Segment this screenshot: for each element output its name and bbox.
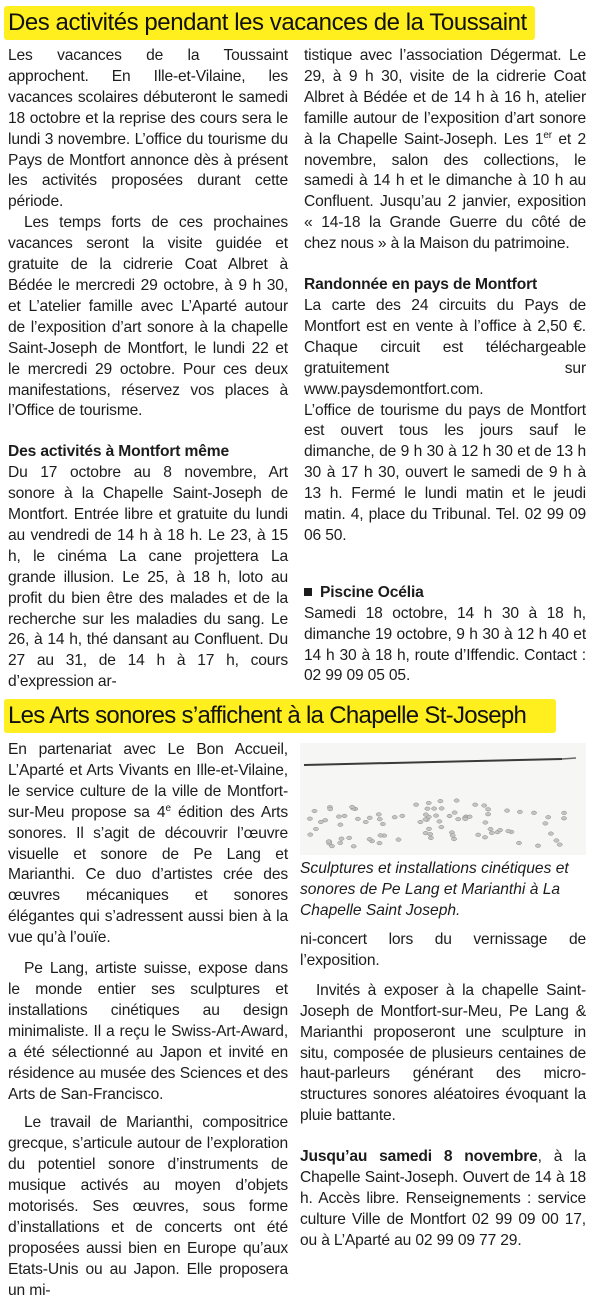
subheading-randonnee: Randonnée en pays de Montfort [304, 276, 538, 294]
speaker-mark [392, 815, 397, 819]
speaker-mark [489, 831, 494, 835]
paragraph: Invités à exposer à la chapelle Saint-Joseph de Montfort-sur-Meu, Pe Lang & Marianthi proposeront une sculpture in situ, composée de plusieurs centaines de haut-parleurs générant des micro-structures sonores aléatoires évoquant la pluie battante. [300, 981, 586, 1125]
paragraph: Les temps forts de ces prochaines vacances seront la visite guidée et gratuite de la cidrerie Coat Albret à Bédée le mercredi 29 octobre, à 9 h 30, et L’atelier famille avec L’Aparté autour de l’exposition d’art sonore à la chapelle Saint-Joseph de Montfort, le lundi 22 et le mercredi 29 octobre. Pour ces deux manifestations, réservez vos places à l’Office de tourisme. [8, 214, 288, 420]
square-bullet-icon [304, 588, 312, 596]
speaker-mark [312, 809, 317, 813]
speaker-mark [323, 818, 328, 822]
speaker-mark [418, 820, 423, 824]
speaker-mark [452, 837, 457, 841]
article-title-arts-sonores: Les Arts sonores s’affichent à la Chapelle St-Joseph [8, 702, 527, 729]
speaker-mark [482, 804, 487, 808]
speaker-mark [437, 820, 442, 824]
speaker-mark [456, 817, 461, 821]
speaker-mark [425, 807, 430, 811]
speaker-mark [561, 817, 566, 821]
speaker-mark [377, 817, 382, 821]
paragraph: L’office de tourisme du pays de Montfort est ouvert tous les jours sauf le dimanche, de 9 h 30 à 12 h 30 et de 13 h 30 à 17 h 30, ouvert le samedi de 9 h à 13 h. Fermé le lundi matin et le jeudi matin. 4, place du Tribunal. Tel. 02 99 09 06 50. [304, 401, 586, 544]
speaker-mark [423, 813, 428, 817]
speaker-mark [377, 841, 382, 845]
speaker-mark [355, 817, 360, 821]
speaker-mark [546, 815, 551, 819]
subheading-piscine: Piscine Océlia [304, 583, 586, 604]
speaker-mark [517, 810, 522, 814]
speaker-mark [336, 815, 341, 819]
speaker-mark [432, 807, 437, 811]
speaker-mark [454, 799, 459, 803]
speaker-mark [488, 827, 493, 831]
speaker-mark [557, 843, 562, 847]
speaker-mark [463, 817, 468, 821]
sculpture-photo [300, 743, 586, 855]
speaker-mark [452, 811, 457, 815]
speaker-mark [367, 837, 372, 841]
paragraph: Les vacances de la Toussaint approchent. En Ille-et-Vilaine, les vacances scolaires débuteront le samedi 18 octobre et la reprise des cours sera le lundi 3 novembre. L’office du tourisme du Pays de Montfort annonce dès à présent les activités proposées durant cette période. [8, 47, 288, 211]
speaker-mark [438, 799, 443, 803]
speaker-mark [350, 805, 355, 809]
speaker-mark [439, 807, 444, 811]
speaker-mark [506, 829, 511, 833]
speaker-mark [447, 814, 452, 818]
paragraph: Jusqu’au samedi 8 novembre, à la Chapelle Saint-Joseph. Ouvert de 14 à 18 h. Accès libre. Renseignements : service culture Ville de Montfort 02 99 09 00 17, ou à L’Aparté au 02 99 09 77 29. [300, 1148, 586, 1249]
speaker-mark [414, 803, 419, 807]
speaker-mark [378, 834, 383, 838]
speaker-mark [342, 814, 347, 818]
speaker-mark [338, 841, 343, 845]
article1-column-2 [304, 46, 586, 687]
speaker-mark [483, 821, 488, 825]
speaker-mark [434, 814, 439, 818]
speaker-mark [473, 803, 478, 807]
article2-column-2 [300, 930, 586, 1252]
speaker-mark [548, 832, 553, 836]
speaker-mark [439, 825, 444, 829]
speaker-mark [380, 822, 385, 826]
speaker-mark [376, 813, 381, 817]
speaker-mark [450, 834, 455, 838]
speaker-mark [363, 820, 368, 824]
speaker-mark [535, 844, 540, 848]
paragraph: En partenariat avec Le Bon Accueil, L’Aparté et Arts Vivants en Ille-et-Vilaine, le service culture de la ville de Montfort-sur-Meu propose sa 4e édition des Arts sonores. Il s’agit de découvrir l’œuvre visuelle et sonore de Pe Lang et Marianthi. Ce duo d’artistes crée des œuvres mécaniques et sonores élégantes qui s’adressent aussi bien à la vue qu’à l’ouïe. [8, 741, 289, 947]
speaker-mark [326, 840, 331, 844]
speaker-mark [347, 836, 352, 840]
speaker-mark [428, 836, 433, 840]
speaker-mark [476, 833, 481, 837]
photo-caption: Sculptures et installations cinétiques et sonores de Pe Lang et Marianthi à La Chapelle Saint Joseph. [300, 860, 569, 919]
paragraph: Samedi 18 octobre, 14 h 30 à 18 h, dimanche 19 octobre, 9 h 30 à 12 h 40 et 14 h 30 à 18 h, route d’Iffendic. Contact : 02 99 09 05 05. [304, 604, 586, 685]
speaker-mark [562, 811, 567, 815]
paragraph: Du 17 octobre au 8 novembre, Art sonore à la Chapelle Saint-Joseph de Montfort. Entrée libre et gratuite du lundi au vendredi de 14 h à 18 h. Le 23, à 15 h, le cinéma La cane projettera La grande illusion. Le 25, à 18 h, loto au profit du bien être des malades et de la recherche sur les maladies du sang. Le 26, à 14 h, thé dansant au Confluent. Du 27 au 31, de 14 h à 17 h, cours d’expression ar- [8, 464, 288, 691]
speaker-mark [505, 809, 510, 813]
speaker-mark [328, 807, 333, 811]
speaker-mark [308, 833, 313, 837]
speaker-mark [428, 832, 433, 836]
speaker-mark [486, 812, 491, 816]
speaker-mark [339, 837, 344, 841]
speaker-mark [329, 844, 334, 848]
speaker-mark [516, 841, 521, 845]
paragraph: Le travail de Marianthi, compositrice grecque, s’articule autour de l’exploration du potentiel sonore d’instruments de musique activés au moyen d’objets motorisés. Ses œuvres, sous forme d’installations et de concerts ont été proposées aussi bien en Europe qu’aux Etats-Unis ou au Japon. Elle proposera un mi- [8, 1114, 288, 1299]
speaker-mark [426, 827, 431, 831]
speaker-mark [423, 831, 428, 835]
speaker-mark [396, 838, 401, 842]
speaker-mark [554, 839, 559, 843]
speaker-mark [400, 814, 405, 818]
speaker-mark [531, 811, 536, 815]
subheading-montfort: Des activités à Montfort même [8, 443, 229, 461]
paragraph: La carte des 24 circuits du Pays de Montfort est en vente à l’office à 2,50 €. Chaque circuit est téléchargeable gratuitement sur www.paysdemontfort.com. [304, 296, 586, 398]
speaker-mark [426, 801, 431, 805]
article1-column-1 [8, 46, 288, 693]
paragraph: tistique avec l’association Dégermat. Le 29, à 9 h 30, visite de la cidrerie Coat Albret à Bédée et de 14 h à 16 h, atelier famille autour de l’exposition d’art sonore à la Chapelle Saint-Joseph. Les 1er et 2 novembre, salon des collections, le samedi à 14 h et le dimanche à 10 h au Confluent. Jusqu’au 2 janvier, exposition « 14-18 la Grande Guerre du côté de chez nous » à la Maison du patrimoine. [304, 47, 586, 253]
speaker-mark [313, 827, 318, 831]
paragraph: ni-concert lors du vernissage de l’exposition. [300, 931, 586, 969]
paragraph: Pe Lang, artiste suisse, expose dans le monde entier ses sculptures et installations cinétiques au design minimaliste. Il a reçu le Swiss-Art-Award, a été sélectionné au Japon et invité en résidence au musée des Sciences et des Arts de San-Francisco. [8, 960, 288, 1103]
kinetic-sculpture-image [300, 743, 586, 855]
speaker-mark [351, 845, 356, 849]
article2-column-1 [8, 740, 288, 1302]
speaker-mark [486, 808, 491, 812]
speaker-mark [543, 822, 548, 826]
speaker-mark [482, 836, 487, 840]
speaker-mark [367, 816, 372, 820]
article-title-toussaint: Des activités pendant les vacances de la Toussaint [8, 9, 527, 36]
speaker-mark [307, 817, 312, 821]
speaker-mark [498, 828, 503, 832]
speaker-mark [338, 823, 343, 827]
